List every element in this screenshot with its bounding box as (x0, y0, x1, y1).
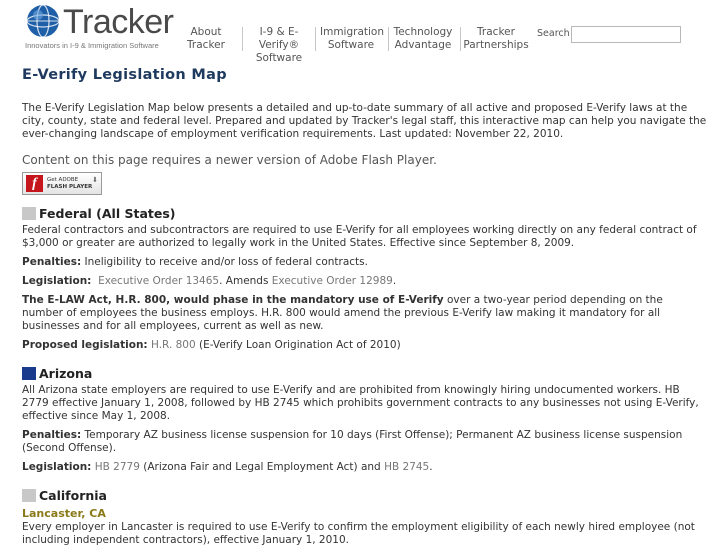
flash-notice: Content on this page requires a newer version of Adobe Flash Player. (22, 153, 437, 167)
logo-wordmark: Tracker (63, 3, 174, 41)
nav-divider (315, 27, 316, 51)
elaw-text: over a two-year period depending on the number of employees the business employs. H.R. 800 would amend the previous E-Verify law making it mandatory for all businesses and for all employees, current as well as new. (22, 294, 663, 332)
logo-tagline: Innovators in I-9 & Immigration Software (25, 41, 159, 50)
flash-badge-line1: Get ADOBE (47, 177, 79, 183)
page-title: E-Verify Legislation Map (22, 67, 227, 83)
search-input[interactable] (571, 26, 681, 43)
search-label: Search (537, 28, 570, 39)
city-heading-lancaster: Lancaster, CA (22, 507, 106, 520)
legislation-mid-text: (Arizona Fair and Legal Employment Act) and (143, 461, 381, 473)
legislation-end-text: . (429, 461, 433, 473)
federal-proposed (22, 339, 707, 352)
nav-i9-everify-software[interactable]: I-9 & E-Verify® Software (255, 26, 303, 64)
nav-tracker-partnerships[interactable]: Tracker Partnerships (463, 26, 529, 51)
legislation-end-text: . (392, 275, 397, 287)
flash-badge-line2: FLASH PLAYER (47, 184, 93, 190)
main-content (22, 66, 707, 545)
link-executive-order-12989[interactable]: Executive Order 12989 (271, 275, 393, 287)
link-hb-2779[interactable]: HB 2779 (94, 461, 140, 473)
legend-swatch-arizona (22, 367, 36, 380)
section-title-arizona: Arizona (39, 366, 93, 381)
federal-description: Federal contractors and subcontractors are required to use E-Verify for all employees working directly on any federal contract of $3,000 or greater are authorized to legally work in the United States. Effective since September 8, 2009. (22, 224, 697, 249)
get-flash-player-button[interactable] (22, 172, 102, 195)
link-hb-2745[interactable]: HB 2745 (384, 461, 430, 473)
nav-divider (460, 27, 461, 51)
legislation-mid-text: . Amends (219, 275, 269, 287)
california-description: Every employer in Lancaster is required to use E-Verify to confirm the employment eligibility of each newly hired employee (not including independent contractors), effective January 1, 2010. (22, 521, 695, 545)
section-heading-federal (22, 206, 707, 221)
legend-swatch-federal (22, 207, 36, 220)
site-header (0, 0, 727, 66)
penalties-text: Temporary AZ business license suspension for 10 days (First Offense); Permanent AZ business license suspension (Second Offense). (22, 429, 683, 454)
penalties-text: Ineligibility to receive and/or loss of federal contracts. (84, 256, 368, 268)
penalties-label: Penalties: (22, 256, 82, 268)
tracker-logo[interactable] (25, 3, 175, 53)
arizona-legislation (22, 461, 707, 474)
flash-logo-icon: f (26, 175, 43, 192)
nav-technology-advantage[interactable]: Technology Advantage (393, 26, 453, 51)
globe-icon (25, 3, 61, 39)
link-executive-order-13465[interactable]: Executive Order 13465 (98, 275, 220, 287)
section-title-federal: Federal (All States) (39, 206, 176, 221)
arizona-description: All Arizona state employers are required to use E-Verify and are prohibited from knowingly hiring undocumented workers. HB 2779 effective January 1, 2008, followed by HB 2745 which prohibits government contracts to any businesses not using E-Verify, effective since May 1, 2008. (22, 384, 699, 422)
federal-penalties (22, 256, 707, 269)
link-hr-800[interactable]: H.R. 800 (150, 339, 196, 351)
federal-elaw (22, 294, 707, 333)
intro-paragraph: The E-Verify Legislation Map below presents a detailed and up-to-date summary of all active and proposed E-Verify laws at the city, county, state and federal level. Prepared and updated by Tracker's legal staff, this interactive map can help you navigate the ever-changing landscape of employment verification requirements. Last updated: November 22, 2010. (22, 102, 707, 140)
nav-immigration-software[interactable]: Immigration Software (320, 26, 384, 51)
legislation-label: Legislation: (22, 461, 92, 473)
nav-divider (242, 27, 243, 51)
elaw-bold-text: The E-LAW Act, H.R. 800, would phase in the mandatory use of E-Verify (22, 294, 444, 306)
legislation-label: Legislation: (22, 275, 92, 287)
nav-about-tracker[interactable]: About Tracker (187, 26, 225, 51)
legend-swatch-california (22, 489, 36, 502)
arizona-penalties (22, 429, 707, 455)
proposed-label: Proposed legislation: (22, 339, 148, 351)
penalties-label: Penalties: (22, 429, 82, 441)
federal-legislation (22, 275, 707, 288)
section-title-california: California (39, 488, 107, 503)
download-arrow-icon: ⬇ (92, 176, 98, 184)
nav-divider (388, 27, 389, 51)
section-heading-california (22, 488, 707, 503)
section-heading-arizona (22, 366, 707, 381)
proposed-text: (E-Verify Loan Origination Act of 2010) (199, 339, 401, 351)
